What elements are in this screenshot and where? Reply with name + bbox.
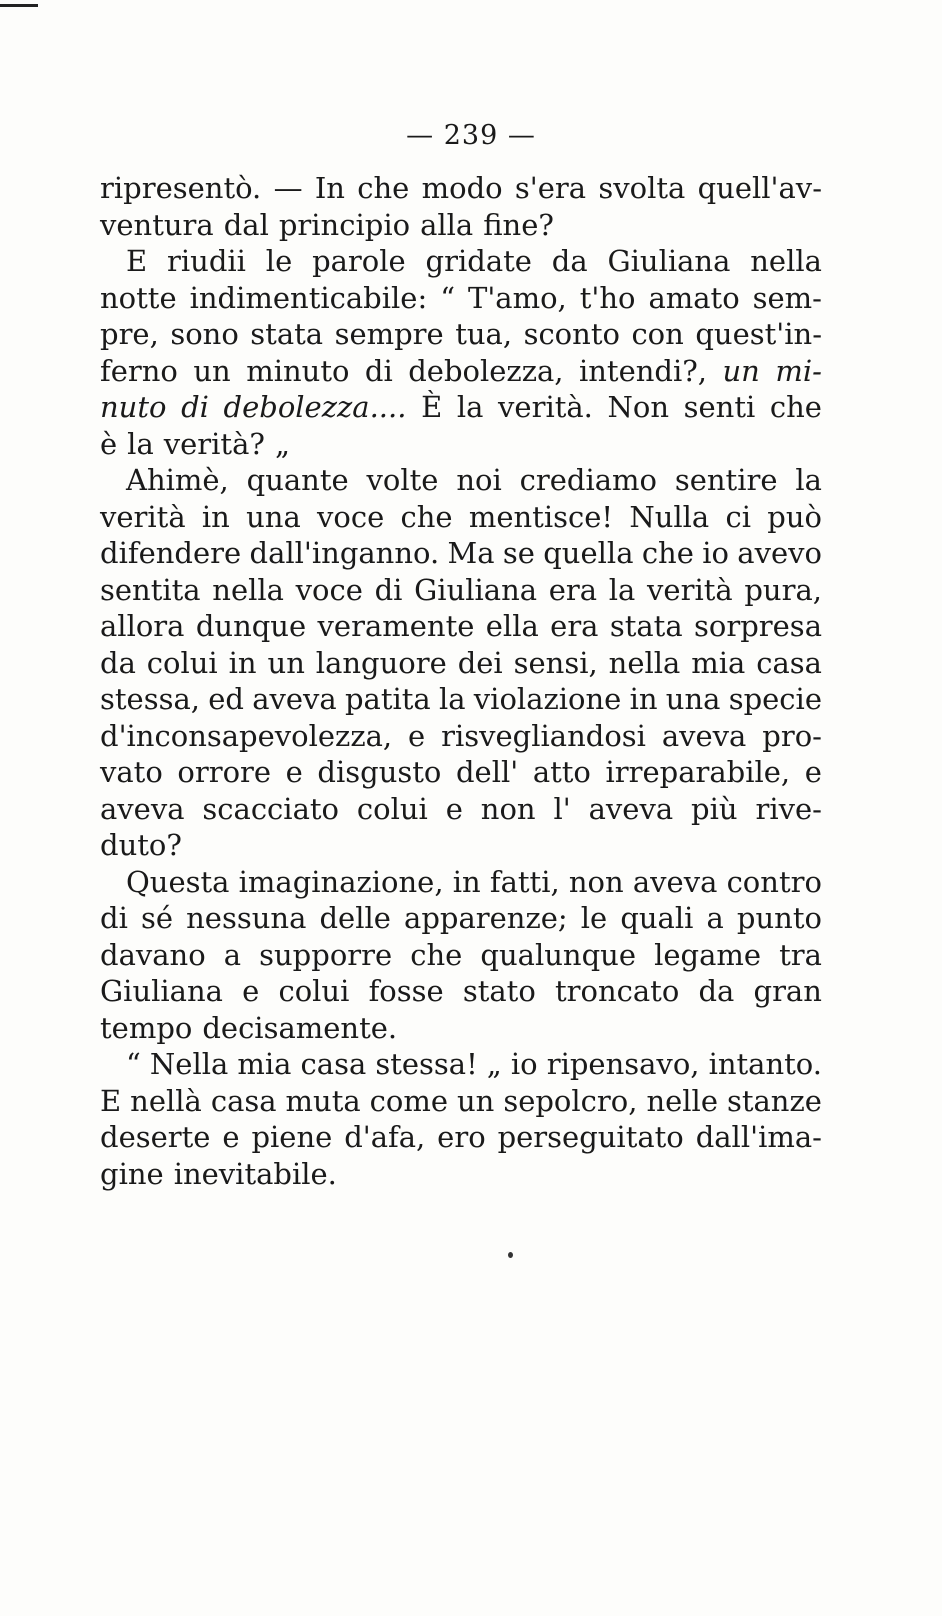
text-line: gine inevitabile.: [100, 1156, 337, 1191]
text-line: aveva scacciato colui e non l' aveva più rive-: [100, 791, 822, 826]
text-line: ventura dal principio alla fine?: [100, 207, 554, 242]
body-text: [100, 170, 822, 1192]
text-line: sentita nella voce di Giuliana era la verità pura,: [100, 572, 822, 607]
text-line: Questa imaginazione, in fatti, non aveva contro: [126, 864, 822, 899]
text-line: di sé nessuna delle apparenze; le quali a punto: [100, 901, 822, 935]
text-line: Giuliana e colui fosse stato troncato da gran: [100, 974, 822, 1008]
text-line: davano a supporre che qualunque legame tra: [100, 937, 822, 972]
text-line: allora dunque veramente ella era stata sorpresa: [100, 609, 822, 643]
text-line: tempo decisamente.: [100, 1010, 398, 1045]
text-line: E riudii le parole gridate da Giuliana nella: [126, 244, 822, 278]
text-line: d'inconsapevolezza, e risvegliandosi aveva pro-: [100, 718, 822, 753]
text-line: ripresentò. — In che modo s'era svolta quell'av-: [100, 171, 822, 205]
text-line: Ahimè, quante volte noi crediamo sentire la: [126, 463, 822, 497]
text-line: è la verità? „: [100, 426, 290, 461]
text-line: vato orrore e disgusto dell' atto irreparabile, e: [100, 755, 822, 789]
text-line: duto?: [100, 828, 182, 862]
text-line: difendere dall'inganno. Ma se quella che io avevo: [100, 536, 822, 570]
text-line: deserte e piene d'afa, ero perseguitato dall'ima-: [100, 1120, 822, 1154]
ink-speck: [508, 1252, 513, 1258]
scan-edge-mark: [0, 4, 38, 7]
text-line: nuto di debolezza.... È la verità. Non senti che: [100, 390, 822, 424]
text-line: “ Nella mia casa stessa! „ io ripensavo, intanto.: [126, 1047, 822, 1081]
text-line: E nellà casa muta come un sepolcro, nelle stanze: [100, 1083, 822, 1118]
text-line: verità in una voce che mentisce! Nulla ci può: [100, 499, 822, 534]
text-line: stessa, ed aveva patita la violazione in una specie: [100, 682, 822, 716]
text-line: da colui in un languore dei sensi, nella mia casa: [100, 645, 822, 680]
text-line: ferno un minuto di debolezza, intendi?, un mi-: [100, 353, 822, 388]
text-line: notte indimenticabile: “ T'amo, t'ho amato sem-: [100, 280, 822, 315]
text-line: pre, sono stata sempre tua, sconto con quest'in-: [100, 317, 822, 351]
page-number: — 239 —: [406, 120, 536, 151]
